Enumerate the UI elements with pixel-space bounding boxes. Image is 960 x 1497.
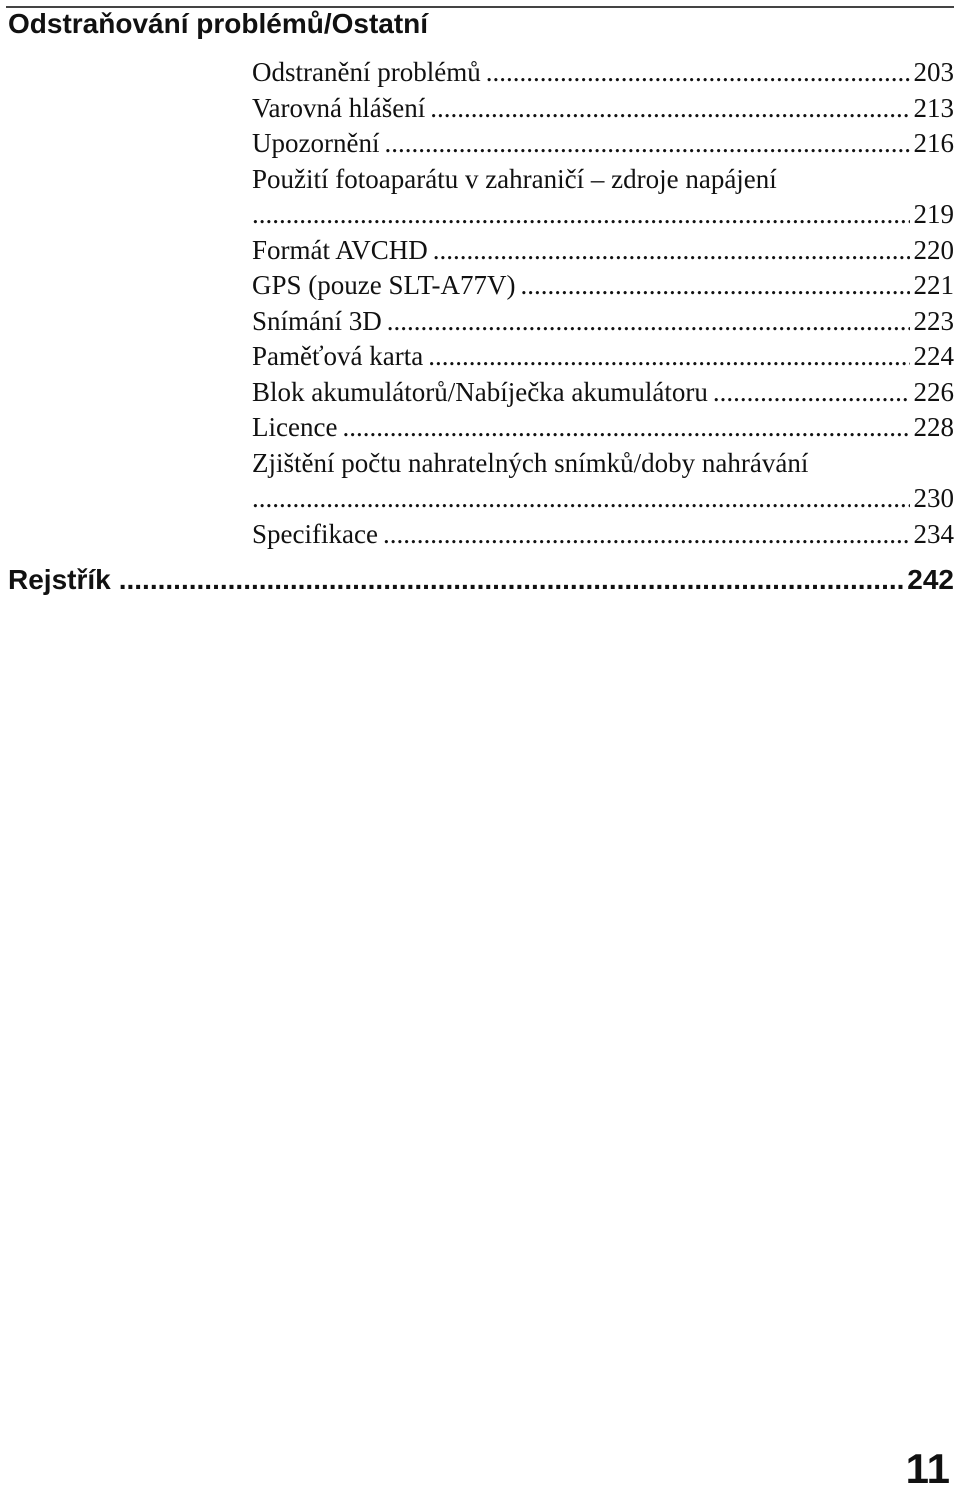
toc-entry-page: 228: [913, 412, 954, 442]
toc-entry-precautions[interactable]: [252, 126, 954, 162]
dot-leader: [387, 304, 910, 340]
toc-entry-label: Upozornění: [252, 128, 380, 158]
toc-entry-label: Zjištění počtu nahratelných snímků/doby nahrávání: [252, 447, 809, 478]
toc-entry-label: Použití fotoaparátu v zahraničí – zdroje napájení: [252, 163, 777, 194]
toc-entry-recordable-images-continuation[interactable]: [252, 481, 954, 517]
dot-leader: [252, 481, 910, 517]
toc-entry-memory-card[interactable]: [252, 339, 954, 375]
dot-leader: [119, 562, 904, 598]
toc-entry-page: 224: [913, 341, 954, 371]
toc-entry-page: 223: [913, 305, 954, 336]
toc-entry-page: 234: [913, 518, 954, 549]
dot-leader: [430, 91, 909, 127]
toc-entry-battery-charger[interactable]: [252, 375, 954, 411]
dot-leader: [433, 233, 910, 269]
toc-entry-index[interactable]: [8, 562, 954, 598]
section-heading: Odstraňování problémů/Ostatní: [8, 8, 429, 39]
toc-entry-specifications[interactable]: [252, 517, 954, 553]
dot-leader: [521, 268, 910, 304]
toc-entry-label: Formát AVCHD: [252, 234, 428, 265]
toc-entry-abroad-power[interactable]: [252, 162, 954, 198]
toc-entry-label: Specifikace: [252, 518, 378, 549]
dot-leader: [384, 126, 909, 162]
toc-entry-label: Odstranění problémů: [252, 57, 481, 87]
toc-entry-page: 220: [913, 234, 954, 265]
page-number: 11: [905, 1445, 950, 1492]
toc-entry-warning-messages[interactable]: [252, 91, 954, 127]
dot-leader: [713, 375, 910, 411]
toc-entry-troubleshooting[interactable]: [252, 55, 954, 91]
dot-leader: [252, 197, 910, 233]
index-label: Rejstřík: [8, 564, 111, 595]
toc-entry-list: [252, 55, 954, 552]
toc-entry-label: Blok akumulátorů/Nabíječka akumulátoru: [252, 376, 708, 407]
index-page: 242: [907, 564, 954, 595]
toc-entry-page: 221: [913, 270, 954, 300]
toc-entry-label: Paměťová karta: [252, 341, 424, 371]
toc-entry-label: Licence: [252, 412, 338, 442]
dot-leader: [342, 410, 909, 446]
toc-entry-page: 226: [913, 376, 954, 407]
toc-entry-label: Varovná hlášení: [252, 92, 426, 123]
dot-leader: [383, 517, 910, 553]
toc-entry-avchd[interactable]: [252, 233, 954, 269]
toc-entry-license[interactable]: [252, 410, 954, 446]
toc-entry-page: 230: [913, 483, 954, 513]
toc-entry-label: GPS (pouze SLT-A77V): [252, 270, 516, 300]
toc-entry-label: Snímání 3D: [252, 305, 382, 336]
toc-entry-page: 203: [913, 57, 954, 87]
toc-entry-page: 219: [913, 199, 954, 229]
toc-entry-recordable-images[interactable]: [252, 446, 954, 482]
dot-leader: [486, 55, 910, 91]
toc-entry-gps[interactable]: [252, 268, 954, 304]
dot-leader: [428, 339, 909, 375]
toc-entry-page: 216: [913, 128, 954, 158]
toc-entry-abroad-power-continuation[interactable]: [252, 197, 954, 233]
toc-entry-page: 213: [913, 92, 954, 123]
toc-entry-3d-shooting[interactable]: [252, 304, 954, 340]
